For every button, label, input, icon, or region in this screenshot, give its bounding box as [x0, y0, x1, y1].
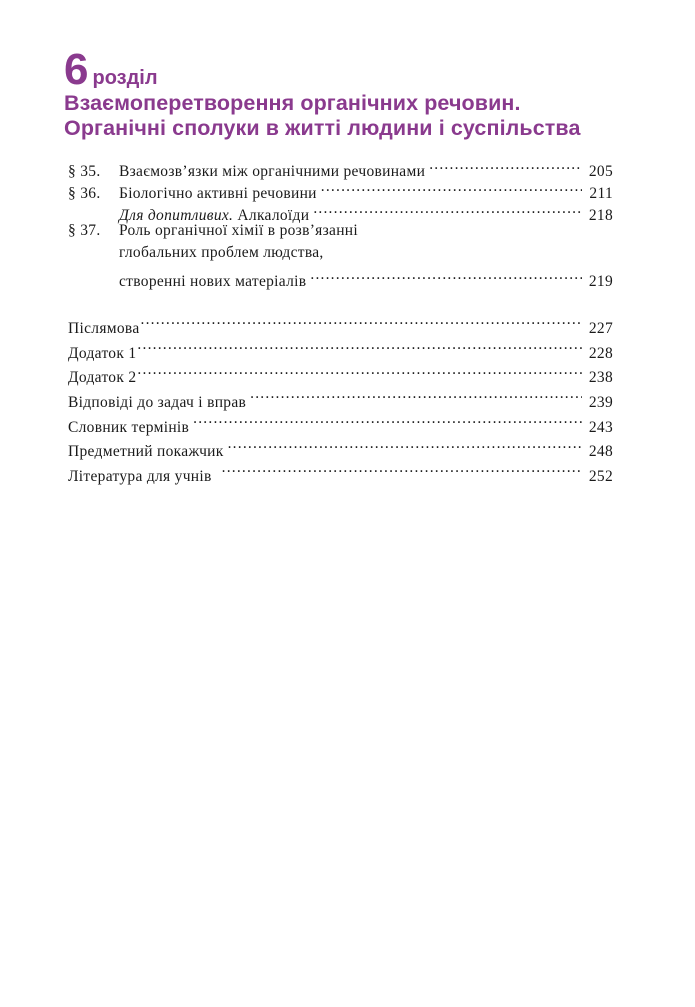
dot-leader — [137, 336, 582, 358]
chapter-label — [64, 45, 581, 94]
toc-entry-answers[interactable] — [68, 385, 613, 410]
dot-leader — [228, 434, 582, 456]
entry-title: Відповіді до задач і вправ — [68, 394, 247, 412]
dot-leader — [429, 154, 582, 176]
entry-title: Література для учнів — [68, 468, 212, 486]
page-number: 219 — [588, 273, 613, 290]
dot-leader — [222, 459, 582, 481]
dot-leader — [193, 410, 582, 432]
dot-leader — [137, 360, 582, 382]
dot-leader — [310, 264, 582, 286]
page-number: 205 — [588, 163, 613, 180]
page-number: 218 — [588, 207, 613, 224]
toc-entry-appendix-2[interactable] — [68, 360, 613, 385]
entry-title: Додаток 1 — [68, 344, 137, 362]
toc-back-matter-list — [68, 311, 613, 484]
toc-entry-afterword[interactable] — [68, 311, 613, 336]
section-number: § 37. — [68, 222, 101, 239]
section-number: § 35. — [68, 163, 101, 180]
section-title: Біологічно активні речовини — [119, 185, 317, 202]
page-number: 227 — [588, 320, 613, 337]
chapter-word: розділ — [92, 67, 158, 89]
chapter-title-line-2: Органічні сполуки в житті людини і суспільства — [64, 116, 581, 140]
section-37-line-3 — [68, 264, 613, 290]
toc-entry-section-37[interactable] — [68, 220, 613, 290]
chapter-number: 6 — [64, 45, 88, 94]
dot-leader — [141, 311, 583, 333]
page-number: 248 — [588, 443, 613, 461]
page-number: 239 — [588, 394, 613, 412]
toc-sections-list — [68, 154, 613, 290]
entry-title: Додаток 2 — [68, 369, 137, 387]
section-title-line-2: глобальних проблем людства, — [119, 244, 324, 261]
toc-entry-section-35[interactable] — [68, 154, 613, 180]
section-title-text: Алкалоїди — [233, 207, 310, 224]
chapter-title-line-1: Взаємоперетворення органічних речовин. — [64, 91, 521, 115]
entry-title: Предметний покажчик — [68, 443, 224, 461]
page-number: 211 — [589, 185, 613, 202]
entry-title: Словник термінів — [68, 418, 190, 436]
dot-leader — [321, 176, 582, 198]
section-title: Взаємозв’язки між органічними речовинами — [119, 163, 426, 180]
page-number: 243 — [588, 418, 613, 436]
section-title-line-3: створенні нових матеріалів — [119, 273, 307, 290]
dot-leader — [313, 198, 582, 220]
page-number: 228 — [588, 344, 613, 362]
page-number: 238 — [588, 369, 613, 387]
page-number: 252 — [588, 468, 613, 486]
section-title-line-1: Роль органічної хімії в розв’язанні — [119, 222, 358, 239]
section-37-line-1 — [68, 220, 613, 242]
section-title-italic-prefix: Для допитливих. — [119, 207, 234, 224]
toc-entry-appendix-1[interactable] — [68, 336, 613, 361]
chapter-heading — [64, 45, 581, 142]
dot-leader — [250, 385, 582, 407]
section-37-line-2 — [68, 242, 613, 264]
entry-title: Післямова — [68, 320, 140, 337]
section-number: § 36. — [68, 185, 101, 202]
